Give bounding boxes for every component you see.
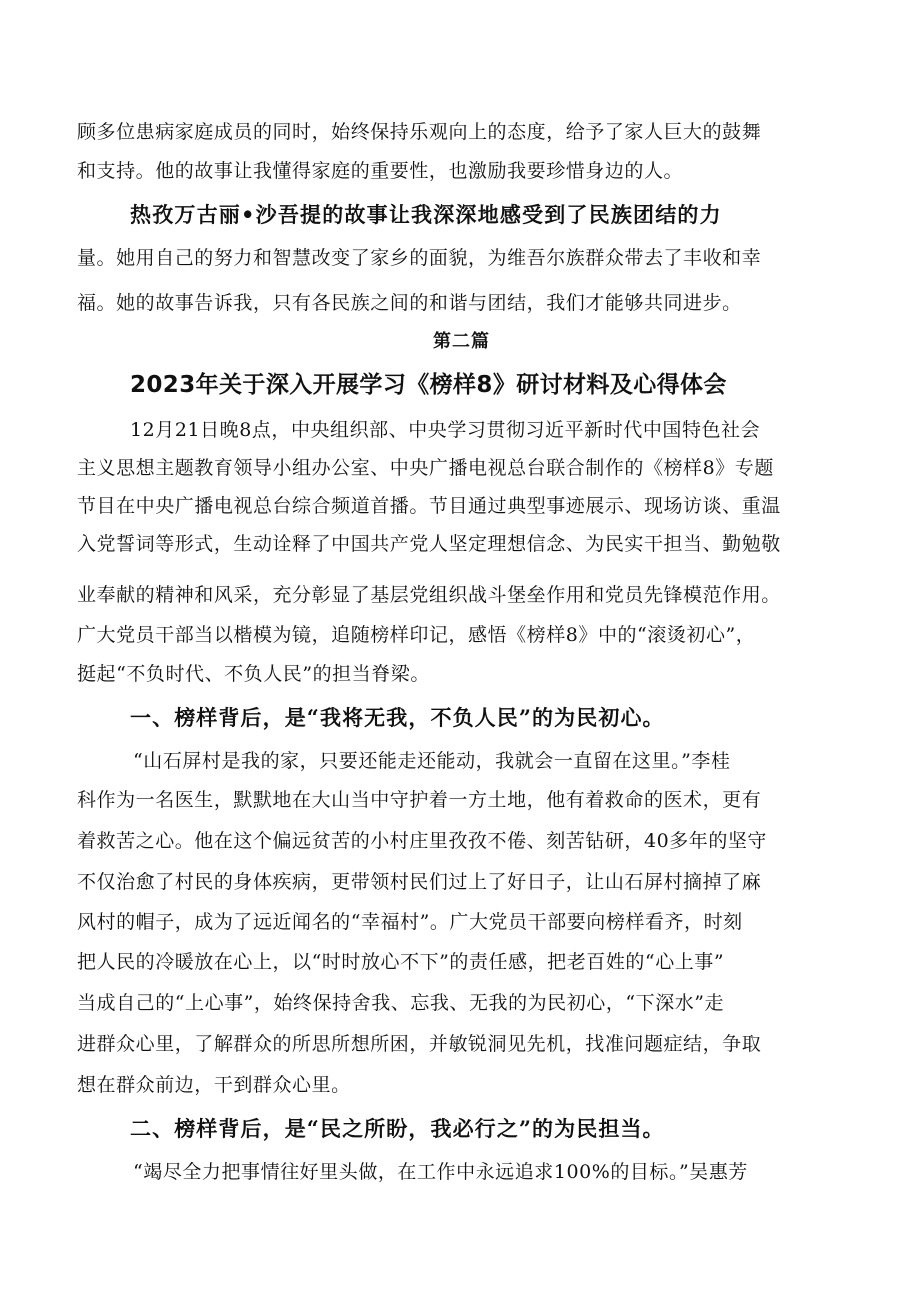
text-line: 进群众心里，了解群众的所思所想所困，并敏锐洞见先机，找准问题症结，争取 (77, 1033, 762, 1055)
text-line: 和支持。他的故事让我懂得家庭的重要性，也激励我要珍惜身边的人。 (77, 160, 684, 182)
text-line: 风村的帽子，成为了远近闻名的“幸福村”。广大党员干部要向榜样看齐，时刻 (77, 911, 743, 933)
text-line: 把人民的冷暖放在心上，以“时时放心不下”的责任感，把老百姓的“心上事” (77, 951, 725, 973)
text-line: 科作为一名医生，默默地在大山当中守护着一方土地，他有着救命的医术，更有 (77, 789, 762, 811)
text-line: 着救苦之心。他在这个偏远贫苦的小村庄里孜孜不倦、刻苦钻研，40多年的坚守 (77, 830, 767, 852)
article-title: 2023年关于深入开展学习《榜样8》研讨材料及心得体会 (130, 372, 727, 398)
text-line: 不仅治愈了村民的身体疾病，更带领村民们过上了好日子，让山石屏村摘掉了麻 (77, 871, 762, 893)
text-line: 入党誓词等形式，生动诠释了中国共产党人坚定理想信念、为民实干担当、勤勉敬 (77, 533, 781, 555)
text-line: 量。她用自己的努力和智慧改变了家乡的面貌，为维吾尔族群众带去了丰收和幸 (77, 247, 762, 269)
text-line: 想在群众前边，干到群众心里。 (77, 1074, 351, 1096)
text-line: “竭尽全力把事情往好里头做，在工作中永远追求100%的目标。”吴惠芳 (133, 1161, 748, 1183)
section-heading-1: 一、榜样背后，是“我将无我，不负人民”的为民初心。 (130, 705, 665, 730)
text-line: 当成自己的“上心事”，始终保持舍我、忘我、无我的为民初心，“下深水”走 (77, 992, 725, 1014)
text-line: 12月21日晚8点，中央组织部、中央学习贯彻习近平新时代中国特色社会 (130, 419, 761, 441)
text-line: 福。她的故事告诉我，只有各民族之间的和谐与团结，我们才能够共同进步。 (77, 292, 742, 314)
paragraph-lead-line: 热孜万古丽•沙吾提的故事让我深深地感受到了民族团结的力 (130, 202, 722, 227)
text-line: 业奉献的精神和风采，充分彰显了基层党组织战斗堡垒作用和党员先锋模范作用。 (77, 584, 781, 606)
section-heading-2: 二、榜样背后，是“民之所盼，我必行之”的为民担当。 (130, 1116, 665, 1141)
section-label: 第二篇 (433, 331, 490, 352)
text-line: 主义思想主题教育领导小组办公室、中央广播电视总台联合制作的《榜样8》专题 (77, 457, 774, 479)
text-line: “山石屏村是我的家，只要还能走还能动，我就会一直留在这里。”李桂 (133, 750, 731, 772)
text-line: 挺起“不负时代、不负人民”的担当脊梁。 (77, 663, 430, 685)
text-line: 节目在中央广播电视总台综合频道首播。节目通过典型事迹展示、现场访谈、重温 (77, 495, 781, 517)
text-line: 广大党员干部当以楷模为镜，追随榜样印记，感悟《榜样8》中的“滚烫初心”， (77, 624, 756, 646)
text-line: 顾多位患病家庭成员的同时，始终保持乐观向上的态度，给予了家人巨大的鼓舞 (77, 121, 762, 143)
